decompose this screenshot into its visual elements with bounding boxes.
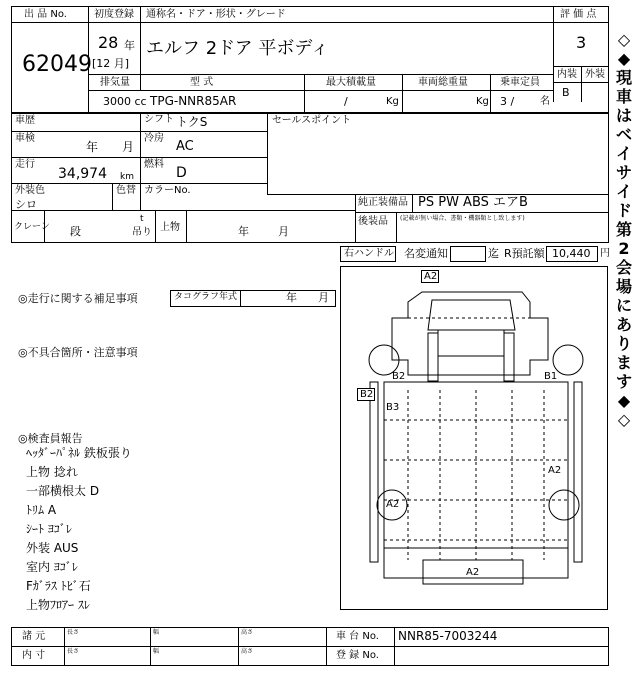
mileage-unit: km [120,172,134,182]
width-label: 幅 [153,629,160,636]
crane-lift: 吊り [132,227,152,238]
tacho-year: 年 [286,291,297,304]
marker-a2-right: A2 [548,465,562,476]
lot-label: 出 品 No. [24,9,67,20]
list-item: 上物ﾌﾛｱｰ ｽﾚ [26,598,90,612]
list-item: 一部横根太 D [26,484,100,498]
scheduled-label: 迄 [488,247,499,260]
list-item: Fｶﾞﾗｽ ﾄﾋﾞ石 [26,579,91,593]
color-code-label: 色替 [116,185,136,196]
recycle-label: R預託額 [504,247,545,260]
list-item: ｼｰﾄ ﾖｺﾞﾚ [26,522,72,536]
color-no-label: カラーNo. [144,185,191,196]
interior-label: 内装 [557,69,577,80]
inspector-label: ◎検査員報告 [18,432,83,445]
recycle-value: 10,440 [552,247,591,260]
list-item: 室内 ﾖｺﾞﾚ [26,560,78,574]
inspection-label: 車検 [15,133,35,144]
loading-month: 月 [278,225,289,238]
dims-label: 諸 元 [22,631,46,642]
list-item: ﾄﾘﾑ A [26,503,57,517]
marker-b2-box: B2 [360,389,374,400]
height-label: 高さ [241,629,254,636]
list-item: ﾍｯﾀﾞｰﾊﾟﾈﾙ 鉄板張り [26,446,132,460]
width-label-2: 幅 [153,648,160,655]
side-banner: ◇ ◆ 現 車 は ベ イ サ イ ド 第 2 会 場 に あ り ま す ◆ ◇ [615,30,632,429]
chassis-label: 車 台 No. [336,631,379,642]
year-unit: 年 [124,39,135,52]
registration-label: 登 録 No. [336,650,379,661]
first-reg-label: 初度登録 [94,9,134,20]
capacity-unit: 名 [540,96,550,107]
truck-diagram-frame [340,266,608,610]
lot-number: 62049 [22,52,92,77]
fuel-value: D [176,165,187,181]
name-change-box [450,246,486,262]
mileage-label: 走行 [15,159,35,170]
displacement-label: 排気量 [100,77,130,88]
marker-b3: B3 [386,402,400,413]
max-load-sep: / [344,95,348,108]
tachograph-label: タコグラフ年式 [174,292,238,302]
capacity-value: 3 / [500,95,515,108]
yen-unit: 円 [600,248,610,259]
first-reg-month: [12 月] [92,57,130,70]
type-label: 型 式 [190,77,214,88]
interior-grade: B [562,86,570,99]
history-label: 車歴 [15,115,35,126]
inspection-month: 月 [122,140,135,154]
fuel-label: 燃料 [144,159,164,170]
model-code: TPG-NNR85AR [150,94,237,108]
list-item: 上物 捻れ [26,465,78,479]
kg-unit-2: Kg [476,96,489,107]
crane-label: クレーン [14,222,50,232]
ac-label: 冷房 [144,133,164,144]
rhd-label: 右ハンドル [344,248,394,259]
interior-dims-label: 内 寸 [22,650,46,661]
marker-a2-left: A2 [386,499,400,510]
equipment-label: 純正装備品 [358,197,408,208]
shift-value: トクS [176,115,208,129]
marker-b1: B1 [544,371,558,382]
marker-a2-top: A2 [424,271,438,282]
length-label: 長さ [67,629,80,636]
exterior-color-value: シロ [15,198,37,211]
crane-t: t [140,214,144,224]
loading-label: 上物 [160,222,180,233]
kg-unit-1: Kg [386,96,399,107]
marker-a2-bottom: A2 [466,567,480,578]
model-name: エルフ 2ドア 平ボディ [146,38,329,59]
aftermarket-note: (記載が無い場合、書類・機器類とし致します) [400,215,525,222]
exterior-color-label: 外装色 [15,185,45,196]
list-item: 外装 AUS [26,541,79,555]
displacement-value: 3000 cc [103,95,147,108]
score-value: 3 [576,33,587,52]
shift-label: シフト [144,114,174,125]
defects-label: ◎不具合箇所・注意事項 [18,346,138,359]
crane-stage: 段 [70,225,81,238]
mileage-value: 34,974 [58,166,107,182]
tacho-month: 月 [318,291,329,304]
driving-notes-label: ◎走行に関する補足事項 [18,292,138,305]
chassis-value: NNR85-7003244 [398,629,498,643]
equipment-value: PS PW ABS エアB [418,195,528,210]
inspection-year: 年 [86,140,99,154]
sales-point-label: セールスポイント [272,115,352,126]
gross-weight-label: 車両総重量 [418,77,468,88]
max-load-label: 最大積載量 [326,77,376,88]
height-label-2: 高さ [241,648,254,655]
length-label-2: 長さ [67,648,80,655]
ac-value: AC [176,139,194,154]
score-label: 評 価 点 [560,9,597,20]
name-change-label: 名変通知 [404,247,448,260]
marker-b2: B2 [392,371,406,382]
model-label: 通称名・ドア・形状・グレード [146,9,286,20]
capacity-label: 乗車定員 [500,77,540,88]
exterior-label: 外装 [585,69,605,80]
aftermarket-label: 後装品 [358,216,388,227]
loading-year: 年 [238,225,249,238]
first-reg-year: 28 [98,33,119,52]
